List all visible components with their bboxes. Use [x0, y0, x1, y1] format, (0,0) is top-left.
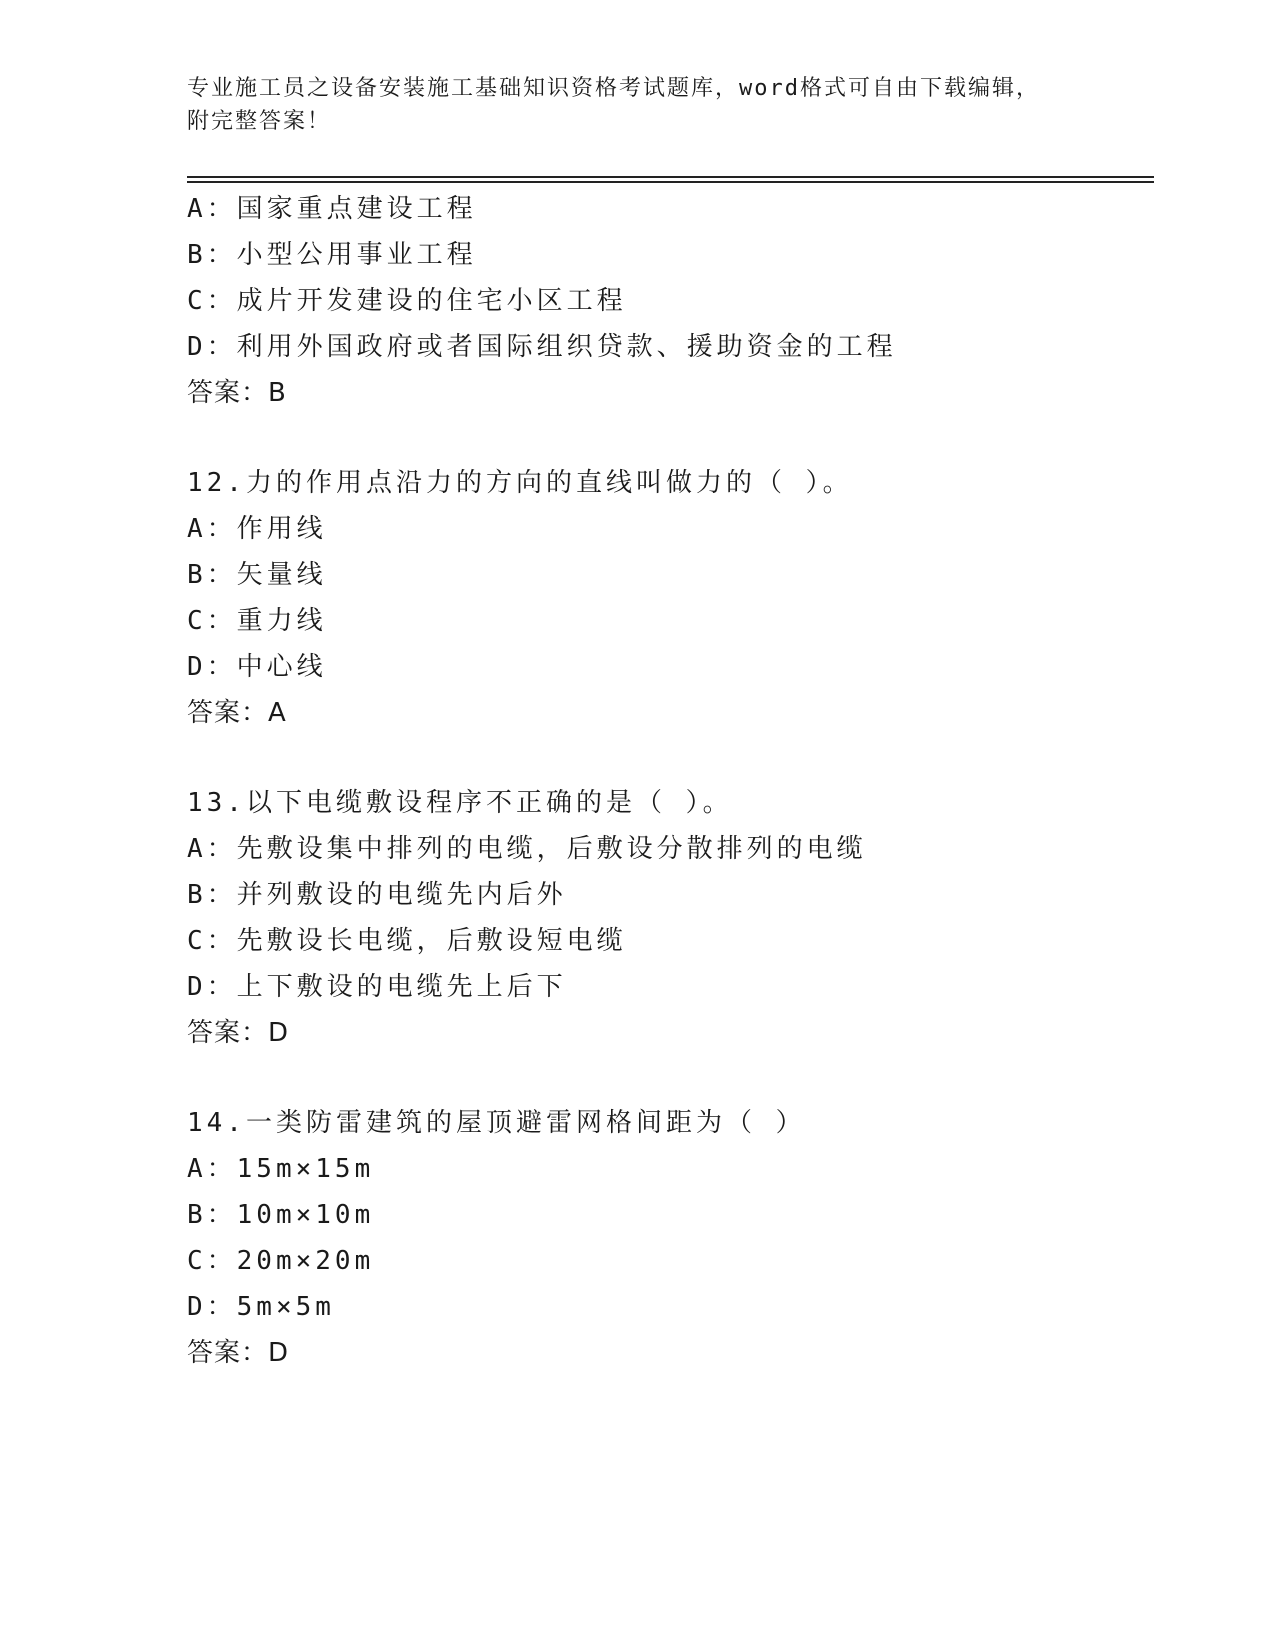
- option-a: A：先敷设集中排列的电缆，后敷设分散排列的电缆: [187, 834, 867, 864]
- question-14: [187, 1100, 1147, 1376]
- option-b: B：矢量线: [187, 560, 327, 590]
- option-b: B：小型公用事业工程: [187, 240, 477, 270]
- option-d: D：中心线: [187, 652, 327, 682]
- header-divider-bottom: [187, 181, 1154, 183]
- question-12: [187, 460, 1147, 736]
- header-line-1: 专业施工员之设备安装施工基础知识资格考试题库，word格式可自由下载编辑，: [187, 76, 1040, 101]
- option-c: C：成片开发建设的住宅小区工程: [187, 286, 627, 316]
- option-a: A：作用线: [187, 514, 327, 544]
- answer-line: 答案：B: [187, 378, 287, 408]
- header-divider-top: [187, 176, 1154, 178]
- question-text: 13.以下电缆敷设程序不正确的是（ ）。: [187, 788, 733, 818]
- header-line-2: 附完整答案！: [187, 109, 332, 134]
- answer-line: 答案：A: [187, 698, 287, 728]
- question-text: 12.力的作用点沿力的方向的直线叫做力的（ ）。: [187, 468, 853, 498]
- question-11: [187, 186, 1147, 416]
- option-b: B：10m×10m: [187, 1200, 375, 1230]
- spacer: [187, 416, 1147, 460]
- question-text: 14.一类防雷建筑的屋顶避雷网格间距为（ ）: [187, 1108, 806, 1138]
- spacer: [187, 736, 1147, 780]
- option-c: C：先敷设长电缆，后敷设短电缆: [187, 926, 627, 956]
- option-d: D：5m×5m: [187, 1292, 335, 1322]
- question-list: [187, 186, 1147, 1376]
- option-a: A：国家重点建设工程: [187, 194, 477, 224]
- option-d: D：利用外国政府或者国际组织贷款、援助资金的工程: [187, 332, 897, 362]
- document-header: [187, 72, 1087, 138]
- option-c: C：20m×20m: [187, 1246, 375, 1276]
- option-b: B：并列敷设的电缆先内后外: [187, 880, 567, 910]
- question-13: [187, 780, 1147, 1056]
- spacer: [187, 1056, 1147, 1100]
- option-c: C：重力线: [187, 606, 327, 636]
- option-a: A：15m×15m: [187, 1154, 375, 1184]
- answer-line: 答案：D: [187, 1338, 290, 1368]
- answer-line: 答案：D: [187, 1018, 290, 1048]
- option-d: D：上下敷设的电缆先上后下: [187, 972, 567, 1002]
